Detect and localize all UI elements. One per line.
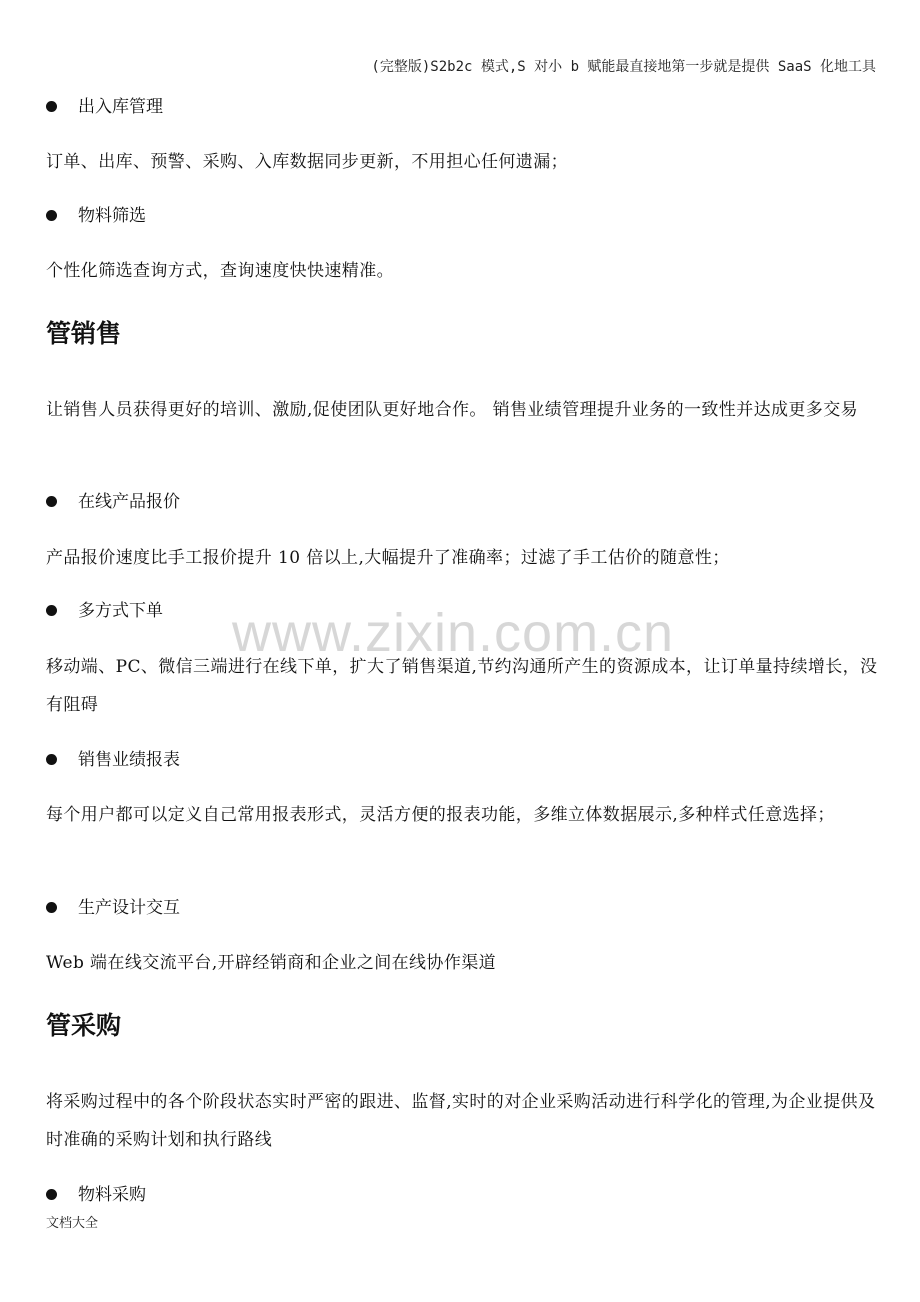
paragraph: 产品报价速度比手工报价提升 10 倍以上,大幅提升了准确率；过滤了手工估价的随意性； [46, 548, 730, 568]
paragraph: 让销售人员获得更好的培训、激励,促使团队更好地合作。 销售业绩管理提升业务的一致性并达成更多交易 [46, 400, 859, 420]
bullet-label: 生产设计交互 [78, 898, 180, 918]
bullet-dot-icon [46, 605, 57, 616]
bullet-dot-icon [46, 210, 57, 221]
bullet-item [46, 599, 163, 623]
page-header: (完整版)S2b2c 模式,S 对小 b 赋能最直接地第一步就是提供 SaaS 化地工具 [371, 59, 876, 75]
bullet-dot-icon [46, 1189, 57, 1200]
bullet-dot-icon [46, 496, 57, 507]
bullet-item [46, 490, 180, 514]
paragraph: 移动端、PC、微信三端进行在线下单，扩大了销售渠道,节约沟通所产生的资源成本，让订单量持续增长，没有阻碍 [46, 657, 878, 715]
bullet-item [46, 896, 180, 920]
paragraph: 将采购过程中的各个阶段状态实时严密的跟进、监督,实时的对企业采购活动进行科学化的管理,为企业提供及时准确的采购计划和执行路线 [46, 1092, 876, 1150]
bullet-item [46, 95, 163, 119]
bullet-label: 物料筛选 [78, 206, 146, 226]
paragraph: 订单、出库、预警、采购、入库数据同步更新，不用担心任何遗漏； [46, 152, 568, 172]
section-heading: 管销售 [46, 319, 122, 348]
bullet-dot-icon [46, 101, 57, 112]
watermark: www.zixin.com.cn [232, 603, 675, 663]
bullet-item [46, 1183, 146, 1207]
bullet-dot-icon [46, 902, 57, 913]
page-footer: 文档大全 [46, 1216, 99, 1231]
bullet-item [46, 204, 146, 228]
bullet-dot-icon [46, 754, 57, 765]
bullet-label: 出入库管理 [78, 97, 163, 117]
bullet-label: 在线产品报价 [78, 492, 180, 512]
section-heading: 管采购 [46, 1011, 122, 1040]
paragraph: 每个用户都可以定义自己常用报表形式，灵活方便的报表功能，多维立体数据展示,多种样式任意选择； [46, 805, 835, 825]
bullet-item [46, 748, 180, 772]
paragraph: Web 端在线交流平台,开辟经销商和企业之间在线协作渠道 [46, 953, 497, 973]
bullet-label: 物料采购 [78, 1185, 146, 1205]
paragraph: 个性化筛选查询方式，查询速度快快速精准。 [46, 261, 394, 281]
bullet-label: 销售业绩报表 [78, 750, 180, 770]
bullet-label: 多方式下单 [78, 601, 163, 621]
